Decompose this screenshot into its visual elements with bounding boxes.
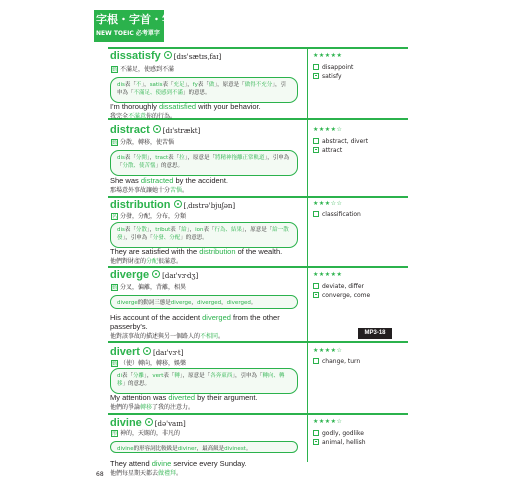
related-words-text: satisfy xyxy=(322,73,342,80)
etymology-segment: 分開 xyxy=(135,155,147,161)
definition-text: 不滿足，使感到不滿 xyxy=(120,66,175,73)
etymology-segment: diverged xyxy=(196,300,222,306)
example-chinese-segment: 了我的注意力。 xyxy=(152,404,195,411)
row-divider xyxy=(108,341,408,343)
etymology-segment: 表「 xyxy=(122,373,134,379)
etymology-segment: 表「 xyxy=(124,82,136,88)
etymology-segment: diverge xyxy=(117,300,138,306)
etymology-segment: 拉 xyxy=(179,155,185,161)
phonetic: [daɪ'vɝdʒ] xyxy=(162,272,199,280)
etymology-segment: 分散 xyxy=(135,227,147,233)
example-chinese-segment: 。 xyxy=(176,470,183,477)
etymology-segment: 」，引申為「 xyxy=(117,82,286,96)
audio-icon[interactable] xyxy=(145,418,153,426)
etymology-segment: ，最高級是 xyxy=(196,446,225,452)
synonym-icon xyxy=(313,358,319,364)
etymology-segment: 做 xyxy=(208,82,215,88)
etymology-segment: 分發、分配 xyxy=(152,235,181,241)
related-words-text: deviate, differ xyxy=(322,283,365,290)
etymology-box xyxy=(110,77,298,103)
synonym-icon xyxy=(313,211,319,217)
etymology-segment: 」， xyxy=(184,82,193,88)
example-english xyxy=(110,102,261,111)
related-words xyxy=(313,439,366,446)
etymology-segment: divine xyxy=(117,446,134,452)
synonym-icon xyxy=(313,64,319,70)
example-chinese-segment: 分配 xyxy=(146,258,159,265)
related-words-text: classification xyxy=(322,211,361,218)
etymology-segment: 」，引申為「 xyxy=(117,155,290,169)
row-divider xyxy=(108,266,408,268)
synonym-icon xyxy=(313,283,319,289)
etymology-box xyxy=(110,295,298,309)
etymology-segment: ， xyxy=(191,300,197,306)
example-chinese-segment: 不滿意 xyxy=(128,113,147,120)
example-english-segment: of the wealth. xyxy=(235,247,283,256)
example-english-segment: I'm thoroughly xyxy=(110,102,159,111)
etymology-segment: 」， xyxy=(144,373,153,379)
definition xyxy=(111,358,186,367)
etymology-segment: 。 xyxy=(245,446,252,452)
related-words xyxy=(313,283,364,290)
part-of-speech-tag: 形 xyxy=(112,431,118,437)
etymology-segment: 充足 xyxy=(173,82,185,88)
etymology-segment: 分離 xyxy=(133,373,145,379)
phonetic: [ˌdɪstrə'bjuʃən] xyxy=(183,202,236,210)
antonym-icon xyxy=(313,147,319,153)
etymology-segment: satis xyxy=(149,82,163,88)
example-chinese-segment: 轉移 xyxy=(140,404,153,411)
entry-headword[interactable] xyxy=(110,50,221,62)
related-words xyxy=(313,430,364,437)
entry-headword[interactable] xyxy=(110,199,235,211)
example-chinese-segment: 他們的爭論 xyxy=(110,404,141,411)
etymology-segment: 」， xyxy=(146,227,156,233)
related-words xyxy=(313,138,368,145)
part-of-speech-tag: 名 xyxy=(112,214,118,220)
related-words xyxy=(313,211,361,218)
importance-stars: ★★★★★ xyxy=(313,52,343,59)
page-number: 68 xyxy=(96,471,104,478)
example-chinese-segment: 做禮拜 xyxy=(158,470,177,477)
related-words-text: animal, hellish xyxy=(322,439,366,446)
definition xyxy=(111,282,186,291)
definition-text: 分發，分配，分布，分類 xyxy=(120,213,187,220)
entry-headword[interactable] xyxy=(110,269,198,281)
example-chinese xyxy=(110,468,182,477)
example-chinese-segment: 。 xyxy=(218,333,225,340)
etymology-segment: 的動詞三態是 xyxy=(137,300,171,306)
example-chinese xyxy=(110,256,182,265)
grid-top-rule xyxy=(108,47,408,49)
example-english-segment: diverted xyxy=(168,393,196,402)
example-english xyxy=(110,313,305,331)
related-words-text: attract xyxy=(322,147,343,154)
etymology-segment: 」，原意是「 xyxy=(184,155,215,161)
definition xyxy=(111,428,180,437)
example-chinese xyxy=(110,185,188,194)
etymology-segment: 的形容詞比較級是 xyxy=(133,446,178,452)
definition xyxy=(111,137,174,146)
example-english-segment: dissatisfied xyxy=(158,102,197,111)
definition-text: 神的，天賜的，非凡的 xyxy=(120,430,181,437)
related-words xyxy=(313,64,353,71)
example-english-segment: from the other passerby's. xyxy=(110,313,280,331)
etymology-segment: 」的意思。 xyxy=(155,163,184,169)
headword-text: distribution xyxy=(110,199,171,211)
antonym-icon xyxy=(313,292,319,298)
example-chinese-segment: 不相同 xyxy=(200,333,219,340)
related-words-text: abstract, divert xyxy=(322,138,369,145)
related-words xyxy=(313,147,342,154)
etymology-box xyxy=(110,441,298,453)
example-chinese xyxy=(110,111,176,120)
example-english-segment: My attention was xyxy=(110,393,169,402)
etymology-segment: 轉 xyxy=(174,373,180,379)
etymology-segment: di xyxy=(117,373,123,379)
example-english-segment: distracted xyxy=(140,176,174,185)
related-words xyxy=(313,292,370,299)
example-english xyxy=(110,247,282,256)
audio-icon[interactable] xyxy=(174,200,182,208)
etymology-segment: tribut xyxy=(155,227,171,233)
synonym-icon xyxy=(313,430,319,436)
audio-icon[interactable] xyxy=(143,347,151,355)
example-chinese-segment: 他對該事故的描述與另一個路人的 xyxy=(110,333,201,340)
related-words-text: disappoint xyxy=(322,64,354,71)
example-chinese-segment: 苦惱 xyxy=(170,187,183,194)
antonym-icon xyxy=(313,73,319,79)
importance-stars: ★★★☆☆ xyxy=(313,200,343,207)
related-words-text: godly, godlike xyxy=(322,430,364,437)
entry-headword[interactable] xyxy=(110,124,200,136)
etymology-segment: tract xyxy=(155,155,169,161)
example-english-segment: She was xyxy=(110,176,141,185)
etymology-segment: 給 xyxy=(181,227,187,233)
example-chinese-segment: 我完全 xyxy=(110,113,129,120)
part-of-speech-tag: 動 xyxy=(112,361,118,367)
example-english xyxy=(110,393,258,402)
etymology-segment: 不 xyxy=(135,82,142,88)
etymology-segment: dis xyxy=(117,82,125,88)
header-subtitle: NEW TOEIC 必考單字 xyxy=(96,30,160,37)
related-words xyxy=(313,358,360,365)
etymology-segment: 」，引申為「 xyxy=(122,235,153,241)
example-english-segment: distribution xyxy=(199,247,236,256)
part-of-speech-tag: 動 xyxy=(112,67,118,73)
headword-text: divert xyxy=(110,346,140,358)
audio-icon[interactable] xyxy=(164,51,172,59)
etymology-segment: 」，原意是「 xyxy=(179,373,211,379)
example-chinese-segment: 你的行為。 xyxy=(146,113,177,120)
etymology-segment: ， xyxy=(221,300,227,306)
etymology-box xyxy=(110,368,298,394)
importance-stars: ★★★★★ xyxy=(313,271,343,278)
mp3-track-label[interactable]: MP3-18 xyxy=(358,328,392,339)
example-english-segment: His account of the accident xyxy=(110,313,203,322)
etymology-segment: ion xyxy=(195,227,204,233)
etymology-segment: 」， xyxy=(186,227,196,233)
example-english-segment: diverged xyxy=(202,313,231,322)
headword-text: diverge xyxy=(110,269,150,281)
etymology-segment: 做得不充分 xyxy=(244,82,273,88)
etymology-segment: 表「 xyxy=(163,373,175,379)
example-english-segment: They attend xyxy=(110,459,152,468)
definition xyxy=(111,64,174,73)
etymology-segment: 表「 xyxy=(168,155,180,161)
related-words-text: converge, come xyxy=(322,292,371,299)
etymology-segment: 表「 xyxy=(124,227,136,233)
etymology-segment: 」的意思。 xyxy=(122,381,151,387)
etymology-segment: diverged xyxy=(226,300,251,306)
etymology-segment: diverge xyxy=(170,300,192,306)
entry-headword[interactable] xyxy=(110,346,183,358)
etymology-segment: 」， xyxy=(146,155,156,161)
example-chinese xyxy=(110,331,224,340)
part-of-speech-tag: 動 xyxy=(112,285,118,291)
definition xyxy=(111,211,186,220)
etymology-segment: 」， xyxy=(141,82,150,88)
headword-text: divine xyxy=(110,417,142,429)
definition-text: 分叉，偏離，背離，相異 xyxy=(120,284,187,291)
etymology-segment: 轉向、轉移 xyxy=(117,373,285,387)
header-title: 字根・字首・字尾 xyxy=(96,13,184,26)
etymology-segment: 表「 xyxy=(124,155,136,161)
etymology-segment: 將精神拖離正常軌道 xyxy=(214,155,265,161)
related-words-text: change, turn xyxy=(322,358,361,365)
etymology-segment: 分散、使苦惱 xyxy=(122,163,156,169)
part-of-speech-tag: 動 xyxy=(112,140,118,146)
headword-text: dissatisfy xyxy=(110,50,161,62)
etymology-segment: 表「 xyxy=(203,227,215,233)
column-divider xyxy=(307,47,308,462)
audio-icon[interactable] xyxy=(152,270,160,278)
row-divider xyxy=(108,413,408,415)
definition-text: 分散，轉移，使苦惱 xyxy=(120,139,175,146)
etymology-box xyxy=(110,150,298,176)
etymology-segment: 各奔東西 xyxy=(210,373,233,379)
example-chinese xyxy=(110,402,194,411)
example-english xyxy=(110,176,228,185)
example-chinese-segment: 他們每星期天都去 xyxy=(110,470,159,477)
etymology-segment: 行為、結果 xyxy=(214,227,242,233)
importance-stars: ★★★★☆ xyxy=(313,418,343,425)
example-english-segment: by their argument. xyxy=(195,393,258,402)
example-english-segment: with your behavior. xyxy=(196,102,261,111)
audio-icon[interactable] xyxy=(153,125,161,133)
etymology-segment: dis xyxy=(117,227,125,233)
phonetic: [dɪs'sætɪsˌfaɪ] xyxy=(173,53,222,61)
example-english-segment: by the accident. xyxy=(173,176,229,185)
headword-text: distract xyxy=(110,124,150,136)
etymology-segment: 」的意思。 xyxy=(180,235,208,241)
antonym-icon xyxy=(313,439,319,445)
example-english-segment: They are satisfied with the xyxy=(110,247,200,256)
importance-stars: ★★★★☆ xyxy=(313,347,343,354)
phonetic: [də'vaɪn] xyxy=(154,420,186,428)
importance-stars: ★★★★☆ xyxy=(313,126,343,133)
example-english xyxy=(110,459,247,468)
etymology-segment: fy xyxy=(192,82,198,88)
etymology-segment: dis xyxy=(117,155,125,161)
etymology-segment: 」，原意是「 xyxy=(214,82,245,88)
etymology-segment: 不滿足、使感到不滿 xyxy=(133,90,184,96)
etymology-segment: 表「 xyxy=(170,227,182,233)
etymology-segment: 。 xyxy=(250,300,257,306)
example-english-segment: divine xyxy=(151,459,172,468)
example-english-segment: service every Sunday. xyxy=(171,459,247,468)
etymology-segment: 」的意思。 xyxy=(183,90,211,96)
example-chinese-segment: 。 xyxy=(182,187,189,194)
etymology-box xyxy=(110,222,298,248)
example-chinese-segment: 很滿意。 xyxy=(158,258,183,265)
etymology-segment: 」，引申為「 xyxy=(232,373,263,379)
related-words xyxy=(313,73,342,80)
etymology-segment: 表「 xyxy=(162,82,174,88)
etymology-segment: diviner xyxy=(177,446,197,452)
etymology-segment: 給一散發 xyxy=(117,227,289,241)
phonetic: [daɪ'vɝt] xyxy=(152,349,184,357)
etymology-segment: 」，原意是「 xyxy=(242,227,273,233)
example-chinese-segment: 那場意外事故讓她十分 xyxy=(110,187,171,194)
etymology-segment: divinest xyxy=(224,446,246,452)
synonym-icon xyxy=(313,138,319,144)
row-divider xyxy=(108,196,408,198)
example-chinese-segment: 他們對財產的 xyxy=(110,258,147,265)
phonetic: [dɪ'strækt] xyxy=(162,127,201,135)
etymology-segment: 表「 xyxy=(197,82,209,88)
definition-text: （使）轉向，轉移，娛樂 xyxy=(120,360,187,367)
etymology-segment: vert xyxy=(152,373,164,379)
